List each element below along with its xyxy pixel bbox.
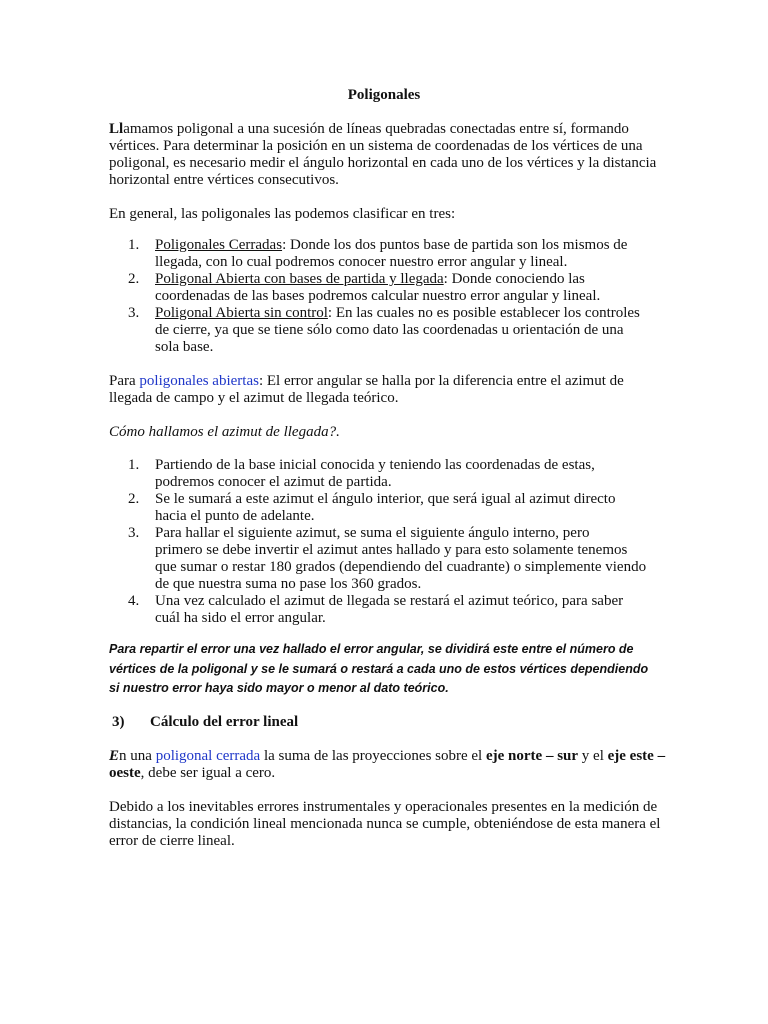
list-number: 2.: [128, 491, 140, 507]
section-number: 3): [112, 714, 125, 730]
list-item: [128, 305, 648, 356]
intro-text: amamos poligonal a una sucesión de líneas quebradas conectadas entre sí, formando vértices. Para determinar la posición en un sistema de coordenadas de los vértices de una poligonal, es necesario medir el ángulo horizontal en cada uno de los vértices y la distancia horizontal entre vértices consecutivos.: [109, 121, 657, 188]
list-number: 1.: [128, 457, 140, 473]
closed-post: , debe ser igual a cero.: [140, 765, 276, 781]
list-item: [128, 457, 648, 491]
intro-paragraph: [109, 121, 669, 189]
open-post: : El error angular se halla por la diferencia entre el azimut de llegada de campo y el azimut de llegada teórico.: [109, 373, 624, 406]
list-number: 3.: [128, 305, 140, 321]
open-polygon-link[interactable]: poligonales abiertas: [139, 373, 259, 389]
type-description: : Donde conociendo las coordenadas de las bases podremos calcular nuestro error angular y lineal.: [155, 271, 601, 304]
question-heading: Cómo hallamos el azimut de llegada?.: [109, 424, 340, 440]
azimuth-steps-list: [128, 457, 648, 627]
final-paragraph: Debido a los inevitables errores instrumentales y operacionales presentes en la medición de distancias, la condición lineal mencionada nunca se cumple, obteniéndose de esta manera el error de cierre lineal.: [109, 799, 661, 849]
open-polygon-paragraph: [109, 373, 669, 407]
axis-east-west: eje este – oeste: [109, 748, 666, 781]
list-number: 3.: [128, 525, 140, 541]
type-description: : En las cuales no es posible establecer los controles de cierre, ya que se tiene sólo como dato las coordenadas u orientación de una sola base.: [155, 305, 640, 355]
closed-mid1: la suma de las proyecciones sobre el: [260, 748, 486, 764]
section-title: Cálculo del error lineal: [150, 714, 299, 730]
type-term: Poligonal Abierta con bases de partida y llegada: [155, 271, 444, 287]
list-item: [128, 491, 648, 525]
closed-polygon-paragraph: [109, 748, 669, 782]
section-heading: [112, 714, 672, 731]
list-number: 2.: [128, 271, 140, 287]
list-item: [128, 237, 648, 271]
list-item: [128, 271, 648, 305]
list-number: 1.: [128, 237, 140, 253]
type-description: : Donde los dos puntos base de partida son los mismos de llegada, con lo cual podremos conocer nuestro error angular y lineal.: [155, 237, 628, 270]
list-item: [128, 525, 648, 593]
step-text: Para hallar el siguiente azimut, se suma el siguiente ángulo interno, pero: [155, 525, 590, 541]
closed-pre: n una: [119, 748, 156, 764]
list-number: 4.: [128, 593, 140, 609]
error-distribution-note: Para repartir el error una vez hallado el error angular, se dividirá este entre el número de vértices de la poligonal y se le sumará o restará a cada uno de estos vértices dependiendo si nuestro error haya sido mayor o menor al dato teórico.: [109, 642, 649, 695]
step-text: Una vez calculado el azimut de llegada se restará el azimut teórico, para saber cuál ha sido el error angular.: [155, 593, 624, 626]
closed-mid2: y el: [578, 748, 608, 764]
polygon-types-list: [128, 237, 648, 356]
step-text: primero se debe invertir el azimut antes hallado y para esto solamente tenemos que sumar o restar 180 grados (dependiendo del cuadrante) o simplemente viendo de que nuestra suma no pase los 360 grados.: [155, 542, 647, 592]
classification-intro: En general, las poligonales las podemos clasificar en tres:: [109, 206, 456, 222]
page-title: Poligonales: [347, 87, 421, 103]
open-pre: Para: [109, 373, 140, 389]
axis-north-south: eje norte – sur: [485, 748, 579, 764]
intro-lead: Ll: [109, 121, 124, 137]
step-text: Se le sumará a este azimut el ángulo interior, que será igual al azimut directo hacia el punto de adelante.: [155, 491, 616, 524]
closed-lead: E: [109, 748, 120, 764]
type-term: Poligonal Abierta sin control: [155, 305, 328, 321]
step-text: Partiendo de la base inicial conocida y teniendo las coordenadas de estas, podremos conocer el azimut de partida.: [155, 457, 595, 490]
closed-polygon-link[interactable]: poligonal cerrada: [155, 748, 261, 764]
list-item: [128, 593, 648, 627]
type-term: Poligonales Cerradas: [155, 237, 283, 253]
